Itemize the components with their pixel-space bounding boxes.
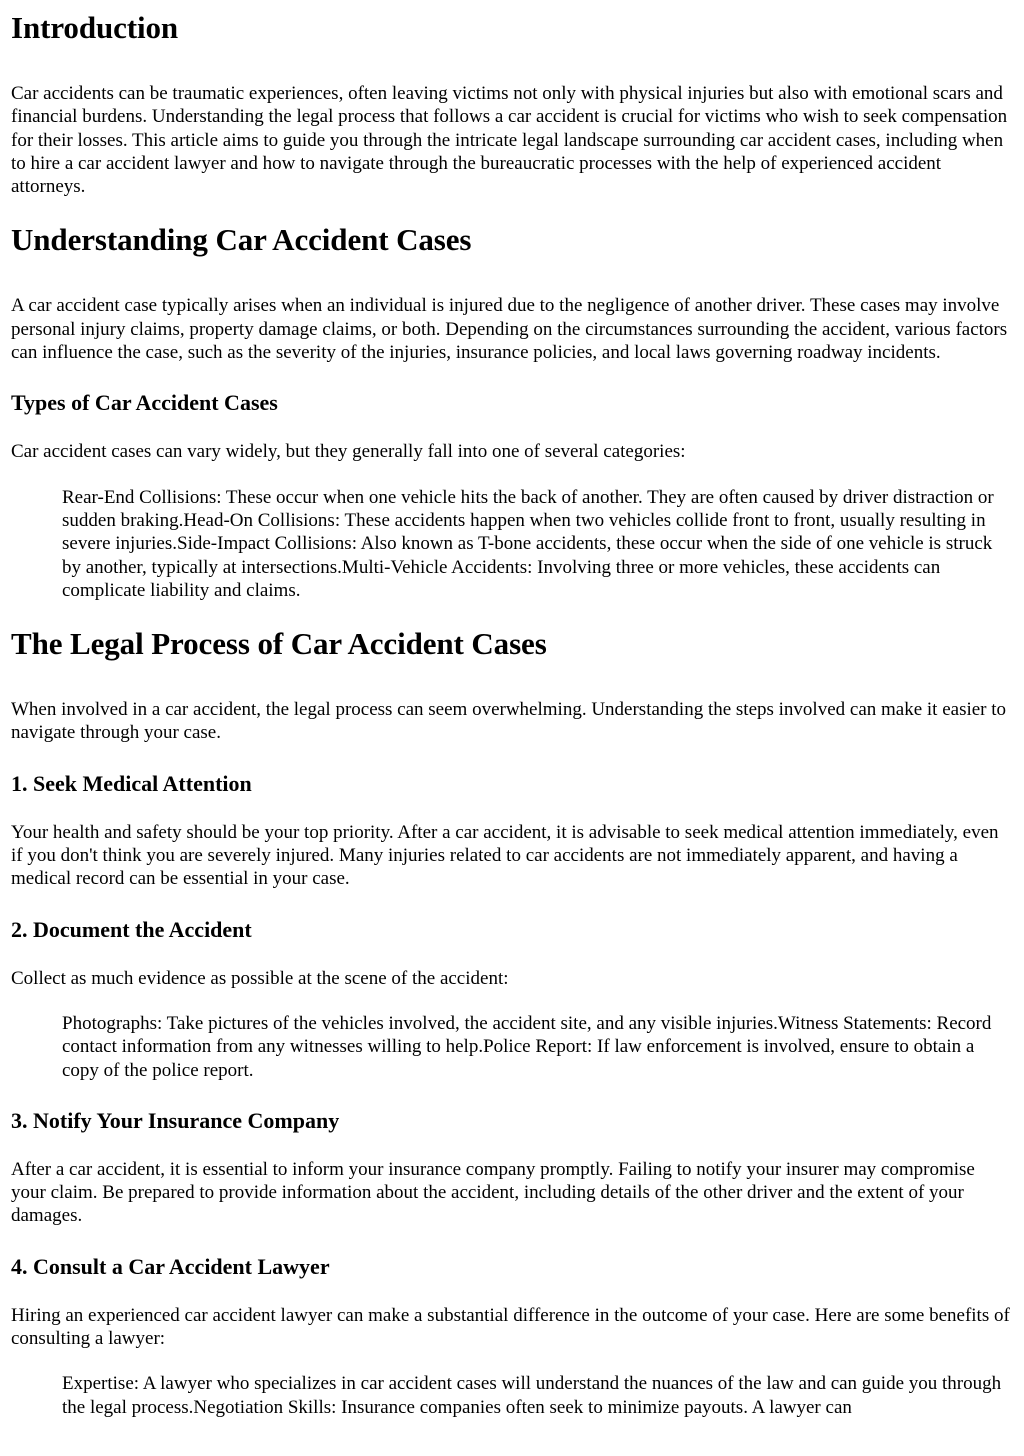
step3-heading: 3. Notify Your Insurance Company bbox=[11, 1107, 340, 1133]
article bbox=[0, 10, 1024, 1419]
types-list: Rear-End Collisions: These occur when one vehicle hits the back of another. They are often caused by driver distraction or sudden braking.Head-On Collisions: These accidents happen when two vehicles collide front to front, usually resulting in severe injuries.Side-Impact Collisions: Also known as T-bone accidents, these occur when the side of one vehicle is struck by another, typically at intersections.Multi-Vehicle Accidents: Involving three or more vehicles, these accidents can complicate liability and claims. bbox=[62, 486, 994, 601]
intro-heading: Introduction bbox=[11, 10, 179, 45]
step2-paragraph: Collect as much evidence as possible at the scene of the accident: bbox=[11, 967, 509, 989]
step2-heading: 2. Document the Accident bbox=[11, 916, 252, 942]
step4-paragraph: Hiring an experienced car accident lawyer can make a substantial difference in the outcome of your case. Here are some benefits of consulting a lawyer: bbox=[11, 1304, 1010, 1350]
step2-list: Photographs: Take pictures of the vehicles involved, the accident site, and any visible injuries.Witness Statements: Record contact information from any witnesses willing to help.Police Report: If law enforcement is involved, ensure to obtain a copy of the police report. bbox=[62, 1012, 992, 1081]
understanding-paragraph: A car accident case typically arises when an individual is injured due to the negligence of another driver. These cases may involve personal injury claims, property damage claims, or both. Depending on the circumstances surrounding the accident, various factors can influence the case, such as the severity of the injuries, insurance policies, and local laws governing roadway incidents. bbox=[11, 295, 1008, 364]
types-paragraph: Car accident cases can vary widely, but they generally fall into one of several categories: bbox=[11, 441, 686, 463]
step3-paragraph: After a car accident, it is essential to inform your insurance company promptly. Failing to notify your insurer may compromise your claim. Be prepared to provide information about the accident, including details of the other driver and the extent of your damages. bbox=[11, 1158, 975, 1227]
step4-list: Expertise: A lawyer who specializes in car accident cases will understand the nuances of the law and can guide you through the legal process.Negotiation Skills: Insurance companies often seek to minimize payouts. A lawyer can bbox=[62, 1373, 1002, 1418]
step1-heading: 1. Seek Medical Attention bbox=[11, 770, 252, 796]
legal-process-heading: The Legal Process of Car Accident Cases bbox=[11, 626, 547, 662]
understanding-heading: Understanding Car Accident Cases bbox=[11, 222, 472, 258]
intro-paragraph: Car accidents can be traumatic experiences, often leaving victims not only with physical injuries but also with emotional scars and financial burdens. Understanding the legal process that follows a car accident is crucial for victims who wish to seek compensation for their losses. This article aims to guide you through the intricate legal landscape surrounding car accident cases, including when to hire a car accident lawyer and how to navigate through the bureaucratic processes with the help of experienced accident attorneys. bbox=[11, 83, 1008, 198]
legal-process-paragraph: When involved in a car accident, the legal process can seem overwhelming. Understanding the steps involved can make it easier to navigate through your case. bbox=[11, 699, 1007, 744]
types-heading: Types of Car Accident Cases bbox=[11, 390, 278, 416]
step1-paragraph: Your health and safety should be your top priority. After a car accident, it is advisable to seek medical attention immediately, even if you don't think you are severely injured. Many injuries related to car accidents are not immediately apparent, and having a medical record can be essential in your case. bbox=[11, 821, 999, 890]
step4-heading: 4. Consult a Car Accident Lawyer bbox=[11, 1253, 330, 1279]
